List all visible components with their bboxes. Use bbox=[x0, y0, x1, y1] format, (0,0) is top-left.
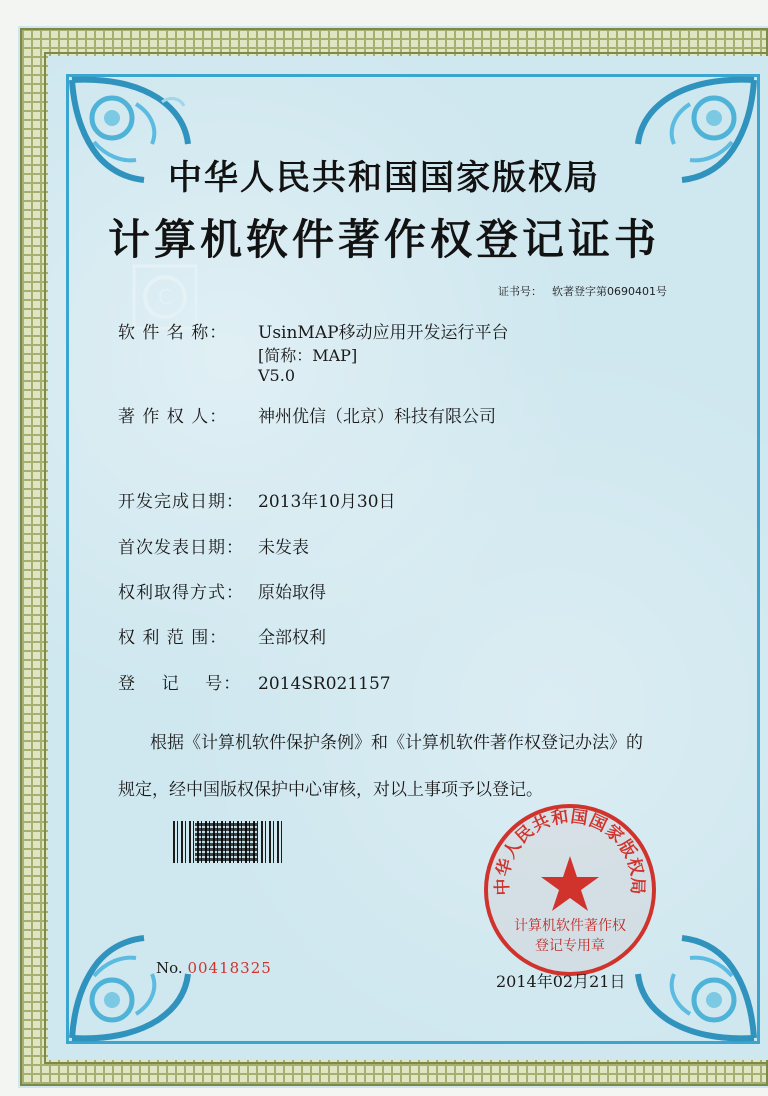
registration-number-row bbox=[118, 669, 391, 694]
statement-line-2: 规定，经中国版权保护中心审核，对以上事项予以登记。 bbox=[118, 780, 543, 800]
software-short-name: [简称：MAP] bbox=[258, 346, 358, 365]
completion-date-label: 开发完成日期： bbox=[118, 492, 244, 512]
acquire-method-value: 原始取得 bbox=[258, 583, 326, 603]
official-seal bbox=[482, 802, 658, 978]
authority-title: 中华人民共和国国家版权局 bbox=[168, 158, 600, 198]
corner-ornament-bottom-left bbox=[66, 934, 196, 1044]
seal-inner-line-2: 登记专用章 bbox=[535, 938, 605, 954]
serial-prefix: No. bbox=[156, 959, 183, 977]
owner-value: 神州优信（北京）科技有限公司 bbox=[258, 407, 496, 427]
statement-line-1: 根据《计算机软件保护条例》和《计算机软件著作权登记办法》的 bbox=[150, 733, 643, 753]
seal-inner-line-1: 计算机软件著作权 bbox=[514, 918, 626, 934]
scope-value: 全部权利 bbox=[258, 628, 326, 648]
scope-label: 权 利 范 围： bbox=[118, 628, 228, 648]
software-version: V5.0 bbox=[258, 366, 295, 385]
certificate-title: 计算机软件著作权登记证书 bbox=[107, 215, 660, 264]
completion-date-row bbox=[118, 487, 396, 512]
barcode-2d-block bbox=[195, 823, 257, 861]
first-publish-value: 未发表 bbox=[258, 538, 309, 558]
certificate-number-label: 证书号： bbox=[498, 285, 542, 298]
certificate-number-value: 软著登字第0690401号 bbox=[552, 285, 667, 298]
acquire-method-row bbox=[118, 578, 326, 603]
serial-number bbox=[156, 959, 272, 977]
software-name-row bbox=[118, 318, 509, 343]
certificate-number bbox=[498, 283, 667, 299]
software-name-label: 软 件 名 称： bbox=[118, 323, 228, 343]
seal-outer-text: 中华人民共和国国家版权局 bbox=[492, 806, 648, 896]
completion-date-value: 2013年10月30日 bbox=[258, 492, 396, 512]
first-publish-label: 首次发表日期： bbox=[118, 538, 244, 558]
first-publish-row bbox=[118, 533, 309, 558]
svg-text:C: C bbox=[158, 285, 172, 309]
registration-number-value: 2014SR021157 bbox=[258, 674, 391, 694]
registration-number-label: 登 记 号： bbox=[118, 674, 242, 694]
serial-number-value: 00418325 bbox=[187, 959, 272, 977]
owner-label: 著 作 权 人： bbox=[118, 407, 228, 427]
owner-row bbox=[118, 402, 496, 427]
scope-row bbox=[118, 623, 326, 648]
acquire-method-label: 权利取得方式： bbox=[118, 583, 244, 603]
issue-date: 2014年02月21日 bbox=[496, 972, 626, 991]
software-name-value: UsinMAP移动应用开发运行平台 bbox=[258, 323, 509, 343]
barcode-image bbox=[173, 821, 283, 863]
